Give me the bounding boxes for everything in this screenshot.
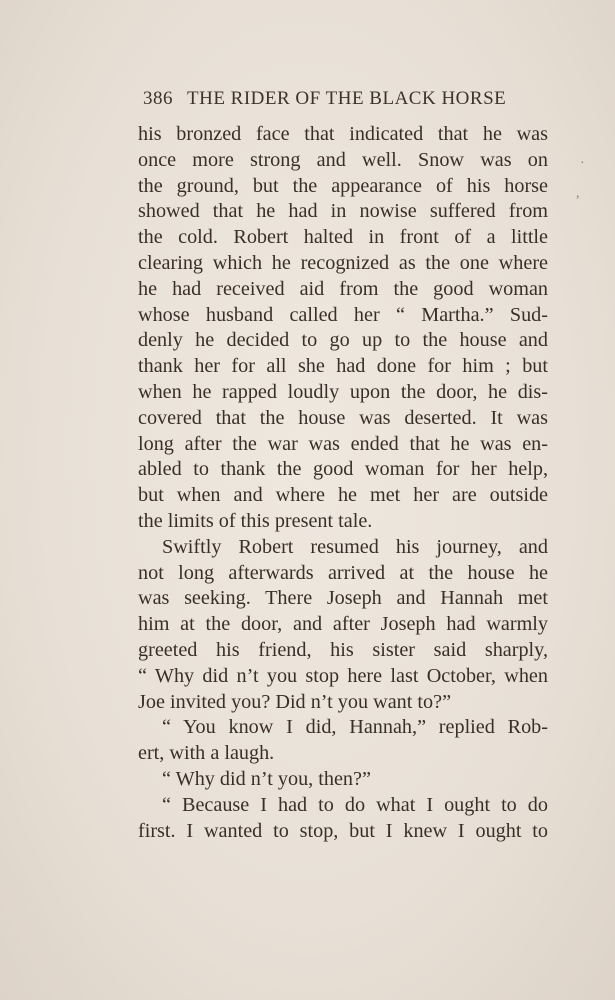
text-line: he had received aid from the good woman: [138, 277, 548, 300]
page-number: 386: [143, 88, 173, 109]
running-title: THE RIDER OF THE BLACK HORSE: [187, 88, 507, 109]
margin-speck: ·: [580, 156, 585, 171]
text-line: whose husband called her “ Martha.” Sud-: [138, 303, 548, 326]
text-line: denly he decided to go up to the house and: [138, 329, 548, 352]
text-line: showed that he had in nowise suffered from: [138, 200, 548, 223]
text-line: long after the war was ended that he was en-: [138, 432, 548, 455]
text-line: greeted his friend, his sister said sharply,: [138, 638, 548, 661]
text-line: first. I wanted to stop, but I knew I ought to: [138, 819, 548, 842]
text-line: “ You know I did, Hannah,” replied Rob-: [162, 716, 548, 739]
text-line: Joe invited you? Did n’t you want to?”: [138, 690, 452, 713]
text-line: ert, with a laugh.: [138, 742, 275, 765]
text-line: him at the door, and after Joseph had warmly: [138, 613, 548, 636]
text-line: the limits of this present tale.: [138, 509, 373, 532]
text-line: was seeking. There Joseph and Hannah met: [138, 587, 548, 610]
text-line: “ Why did n’t you stop here last October, when: [138, 664, 548, 687]
text-line: abled to thank the good woman for her help,: [138, 458, 548, 481]
text-line: but when and where he met her are outside: [138, 484, 548, 507]
body-text: [138, 122, 548, 844]
text-line: Swiftly Robert resumed his journey, and: [162, 535, 548, 558]
running-header: [143, 88, 543, 110]
text-line: the cold. Robert halted in front of a little: [138, 226, 548, 249]
text-line: “ Because I had to do what I ought to do: [162, 793, 548, 816]
text-line: not long afterwards arrived at the house he: [138, 561, 548, 584]
text-line: his bronzed face that indicated that he was: [138, 123, 548, 145]
text-line: clearing which he recognized as the one where: [138, 251, 548, 274]
text-line: when he rapped loudly upon the door, he dis-: [138, 380, 548, 403]
text-line: covered that the house was deserted. It was: [138, 406, 548, 429]
text-line: once more strong and well. Snow was on: [138, 148, 548, 171]
text-line: “ Why did n’t you, then?”: [162, 767, 371, 790]
text-line: the ground, but the appearance of his horse: [138, 174, 548, 197]
margin-speck: ,: [576, 186, 580, 201]
text-line: thank her for all she had done for him ; but: [138, 355, 548, 378]
